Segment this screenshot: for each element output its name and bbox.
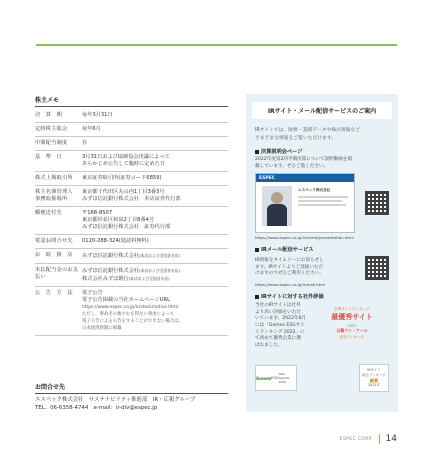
table-row <box>35 172 228 186</box>
espec-logo: ESPEC <box>259 175 275 181</box>
footer-corp: ESPEC CORP. <box>339 436 373 442</box>
table-row <box>35 137 228 151</box>
row-value-line <box>82 252 228 260</box>
row-value-line <box>82 275 228 283</box>
row-value <box>82 189 228 203</box>
row-value-text: 毎年3月31日 <box>82 112 113 118</box>
row-value <box>82 267 228 283</box>
briefing-heading-text: 決算説明会ページ <box>261 149 303 155</box>
table-row <box>35 249 228 264</box>
award-block <box>255 303 389 359</box>
esg-label: ESG <box>271 376 279 381</box>
top-rule <box>36 44 397 46</box>
award-badge-year: 2021 <box>347 324 357 329</box>
row-value <box>82 140 228 147</box>
award-heading <box>255 293 389 300</box>
row-label: 株式上場取引所 <box>35 175 73 181</box>
row-value <box>82 175 228 182</box>
thumbnail-company-name: エスペック株式会社 <box>298 188 331 193</box>
mail-qr-code-icon[interactable] <box>365 256 389 280</box>
award-logos <box>255 364 389 392</box>
briefing-text: 2022年度第2四半期決算について説明動画を掲 載しています。ぜひご覧ください。 <box>255 157 353 169</box>
table-row <box>35 186 228 207</box>
row-label: 株主名簿管理人 事務取扱場所 <box>35 189 73 202</box>
row-value <box>82 238 228 245</box>
award-badge-title: 最優秀サイト <box>331 313 373 322</box>
mail-block <box>255 256 389 280</box>
ranking-year: 2021年 <box>367 383 381 388</box>
contact-dept: エスペック株式会社 サステナビリティ推進部 IR・広報グループ <box>35 397 196 403</box>
award-heading-text: IRサイトに対する社外評価 <box>261 294 324 301</box>
ir-panel <box>246 94 398 412</box>
square-bullet-icon <box>255 295 259 299</box>
row-value <box>82 252 228 260</box>
row-label: 中間配当制度 <box>35 140 68 146</box>
table-row <box>35 109 228 123</box>
row-note: (本店および全国各支店) <box>139 268 181 273</box>
panel-description: IRサイトでは、財務・業績データや株式情報など さまざまな情報をご覧いただけます。 <box>255 128 361 141</box>
table-row <box>35 287 228 336</box>
contact-section <box>35 382 228 412</box>
row-label: 電話お問合せ先 <box>35 238 73 244</box>
notice-url-link[interactable]: https://www.espec.co.jp/ir/stock/notice.html <box>82 305 179 310</box>
row-value <box>82 126 228 133</box>
presenter-photo <box>262 186 292 226</box>
mail-url[interactable]: https://www.espec.co.jp/ir/mail.html <box>255 282 326 288</box>
row-label: 定時株主総会 <box>35 126 68 132</box>
contact-title: お問合せ先 <box>35 382 228 394</box>
briefing-heading <box>255 148 389 155</box>
stock-memo <box>35 95 228 336</box>
gomez-label: Gomez <box>256 375 272 381</box>
row-value <box>82 112 228 119</box>
notice-fallback-text: ただし、事故その他やむを得ない事由によって 電子公告による公告をすることができない場合は、 日本経済新聞に掲載 <box>82 312 183 331</box>
gomez-esg-award-logo <box>255 365 297 391</box>
mail-text: IR情報をタイムリーにお知らせし ます。IRサイトよりご登録いただ けますのでぜひご利用ください。 <box>255 258 324 277</box>
presentation-video-thumbnail[interactable] <box>255 173 355 233</box>
award-badge-caption: 企業サイトランキング <box>334 307 370 312</box>
row-note: (本店および全国各支店) <box>139 253 181 258</box>
page-footer <box>340 434 397 444</box>
row-label: 公 告 方 法 <box>35 290 73 296</box>
mail-heading <box>255 246 389 253</box>
table-row <box>35 151 228 172</box>
row-label: 決 算 期 <box>35 112 62 118</box>
panel-title: IRサイト・メール配信サービスのご案内 <box>252 102 392 119</box>
row-label: お 取 扱 店 <box>35 252 73 258</box>
table-row <box>35 207 228 235</box>
row-value-text: 株式会社みずほ銀行 <box>82 276 129 282</box>
stock-memo-rows <box>35 109 228 336</box>
table-row <box>35 123 228 137</box>
web-awards-label: Web Awards 2022 <box>278 372 290 385</box>
award-badge <box>315 303 389 359</box>
row-label: 未払配当金のお支払い <box>35 267 79 280</box>
row-value-text: 東京都千代田区丸の内1丁目3番3号 みずほ信託銀行株式会社 本店証券代行部 <box>82 189 181 202</box>
row-value-text: 電子公告 電子公告掲載の当社ホームページURL <box>82 290 171 303</box>
row-value-text: 東京証券取引所(証券コード6859) <box>82 175 162 181</box>
stock-memo-title: 株主メモ <box>35 95 228 107</box>
award-badge-ranking: 総合ランキング <box>340 335 364 340</box>
mail-heading-text: IRメール配信サービス <box>261 247 314 254</box>
row-value <box>82 290 228 332</box>
row-value-text: みずほ信託銀行株式会社 <box>82 268 140 274</box>
row-value <box>82 154 228 168</box>
table-row <box>35 235 228 249</box>
row-label: 基 準 日 <box>35 154 62 160</box>
ir-site-ranking-logo <box>359 364 389 392</box>
ranking-label: 総合ランキング <box>362 373 386 378</box>
contact-tel-email: TEL：06-6358-4744 e-mail：ir-div@espec.jp <box>35 405 158 411</box>
row-label: 郵便送付先 <box>35 210 62 216</box>
row-value-text: 〒168-8507 東京都杉並区和泉2丁目8番4号 みずほ信託銀行株式会社 証券代行部 <box>82 210 171 230</box>
row-value-text: 3月31日および取締役会決議によって あらかじめ公告して臨時に定めた日 <box>82 154 170 167</box>
row-value-text: 毎年6月 <box>82 126 101 132</box>
row-note: (本店および全国各支店) <box>128 276 170 281</box>
award-badge-org: 日興アイ・アール <box>336 328 368 334</box>
page-number: 14 <box>385 434 397 444</box>
footer-separator <box>379 434 380 444</box>
row-value-line <box>82 267 228 275</box>
row-value <box>82 210 228 231</box>
briefing-qr-code-icon[interactable] <box>365 191 389 215</box>
row-value-text: 有 <box>82 140 88 146</box>
briefing-url[interactable]: https://www.espec.co.jp/ir/event/presentation.html <box>255 235 354 241</box>
square-bullet-icon <box>255 150 259 154</box>
award-text: 当社のIRサイトは社外 より高い評価をいただ いています。2022年8月 には「Gomez ESGサイ トランキング 2022」に て初めて優秀企業に選 ばれました。 <box>255 303 306 348</box>
row-value-text: 0120-288-324(通話料無料) <box>82 238 149 244</box>
table-row <box>35 264 228 287</box>
briefing-media <box>255 173 389 233</box>
square-bullet-icon <box>255 248 259 252</box>
bronze-label: 銅賞 <box>369 378 379 384</box>
row-value-text: みずほ信託銀行株式会社 <box>82 253 140 259</box>
ir-site-label: IRサイト <box>367 368 381 373</box>
